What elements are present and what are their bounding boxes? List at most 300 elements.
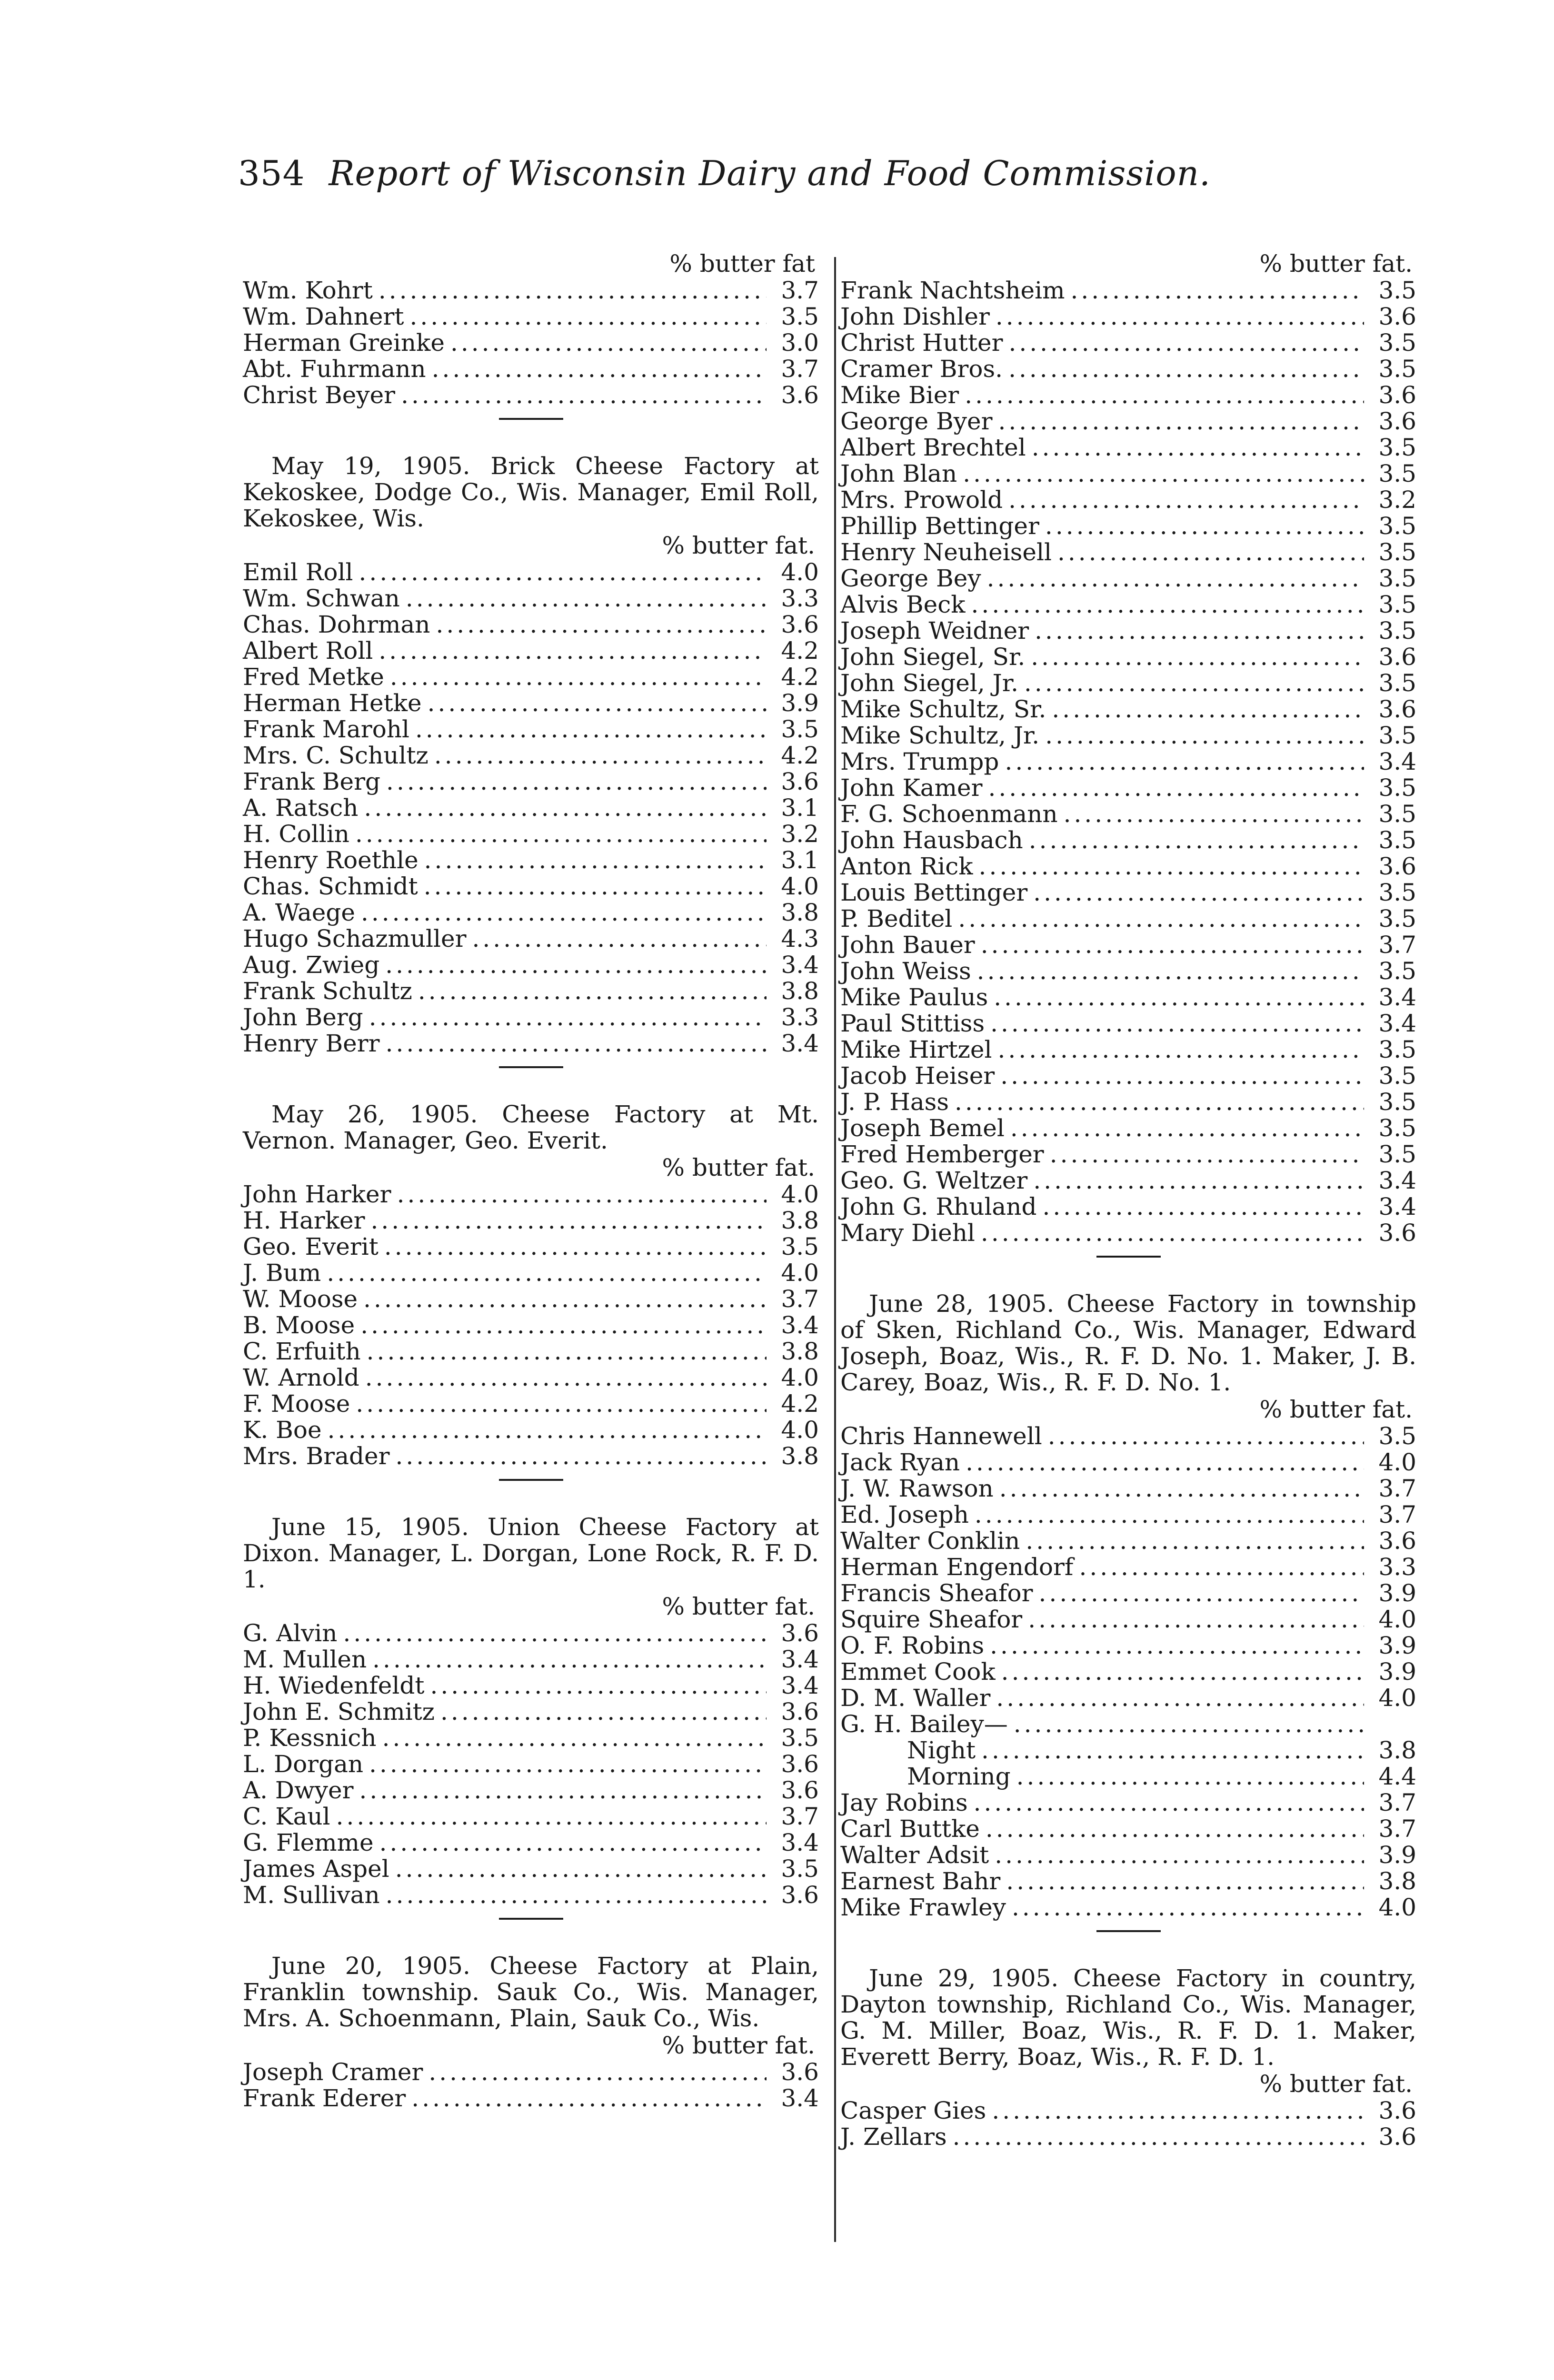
patron-name: George Byer	[840, 407, 993, 435]
patron-name: Mike Bier	[840, 381, 959, 409]
patron-name: C. Erfuith	[243, 1338, 361, 1365]
table-row	[243, 382, 819, 408]
dot-leader	[1065, 278, 1364, 304]
patron-name: Christ Hutter	[840, 329, 1003, 357]
table-row	[243, 1777, 819, 1804]
patron-name: Herman Greinke	[243, 329, 445, 357]
table-row	[840, 1220, 1416, 1246]
patron-name: Herman Hetke	[243, 689, 422, 717]
dot-leader	[358, 1286, 767, 1312]
patron-name: Geo. G. Weltzer	[840, 1167, 1028, 1194]
left-column	[243, 250, 819, 2112]
butter-fat-value: 3.6	[1378, 853, 1416, 880]
dot-leader	[430, 612, 767, 638]
patron-table	[840, 250, 1416, 1246]
butter-fat-value: 3.7	[781, 355, 819, 383]
butter-fat-value: 3.5	[1378, 1062, 1416, 1090]
patron-name: Joseph Cramer	[243, 2058, 423, 2086]
dot-leader	[980, 1816, 1364, 1842]
patron-name: Chas. Schmidt	[243, 873, 418, 900]
table-row	[243, 1804, 819, 1830]
patron-name: George Bey	[840, 565, 981, 592]
butter-fat-value: 3.5	[1378, 905, 1416, 932]
table-row	[840, 1606, 1416, 1633]
patron-name: L. Dorgan	[243, 1750, 364, 1778]
butter-fat-header: % butter fat.	[662, 532, 815, 559]
patron-name: John Siegel, Jr.	[840, 669, 1018, 697]
butter-fat-value: 3.5	[1378, 355, 1416, 383]
dot-leader	[969, 1502, 1364, 1528]
butter-fat-value: 3.7	[781, 1803, 819, 1830]
dot-leader	[975, 1220, 1364, 1246]
butter-fat-value: 4.0	[781, 558, 819, 586]
table-row	[840, 853, 1416, 880]
table-row	[840, 408, 1416, 435]
butter-fat-header: % butter fat.	[662, 1593, 815, 1620]
butter-fat-value: 4.0	[781, 873, 819, 900]
patron-name: W. Arnold	[243, 1364, 359, 1391]
table-row	[243, 1004, 819, 1031]
table-row	[243, 1620, 819, 1646]
butter-fat-value: 3.2	[1378, 486, 1416, 514]
table-row	[840, 1063, 1416, 1089]
table-row	[243, 795, 819, 821]
table-row	[243, 1856, 819, 1882]
patron-name: M. Sullivan	[243, 1881, 380, 1909]
patron-name: Henry Berr	[243, 1030, 380, 1057]
dot-leader	[966, 592, 1364, 618]
patron-name: Mrs. Trumpp	[840, 748, 999, 775]
table-row	[840, 2098, 1416, 2124]
dot-leader	[395, 382, 767, 408]
butter-fat-value: 3.7	[1378, 1815, 1416, 1843]
dot-leader	[1042, 1423, 1364, 1449]
dot-leader	[957, 461, 1364, 487]
dot-leader	[1052, 539, 1364, 565]
patron-name: F. Moose	[243, 1390, 350, 1418]
dot-leader	[1026, 435, 1364, 461]
factory-heading: June 28, 1905. Cheese Factory in township of Sken, Richland Co., Wis. Manager, Edward Joseph, Boaz, Wis., R. F. D. No. 1. Maker, J. B. Carey, Boaz, Wis., R. F. D. No. 1.	[840, 1290, 1416, 1396]
patron-name: C. Kaul	[243, 1803, 330, 1830]
patron-name: Christ Beyer	[243, 381, 396, 409]
table-row	[243, 1234, 819, 1260]
table-row	[840, 906, 1416, 932]
table-row	[243, 2059, 819, 2085]
table-row	[840, 749, 1416, 775]
table-row	[243, 900, 819, 926]
butter-fat-value: 3.5	[781, 303, 819, 330]
table-row	[840, 513, 1416, 539]
patron-name: Night	[907, 1736, 976, 1764]
butter-fat-value: 3.6	[781, 1698, 819, 1726]
dot-leader	[1039, 723, 1364, 749]
butter-fat-value: 3.5	[1378, 826, 1416, 854]
dot-leader	[971, 958, 1364, 984]
table-row	[840, 592, 1416, 618]
table-row	[840, 958, 1416, 984]
butter-fat-value: 3.5	[1378, 565, 1416, 592]
patron-name: A. Dwyer	[243, 1776, 354, 1804]
patron-name: Frank Marohl	[243, 715, 409, 743]
patron-name: John Siegel, Sr.	[840, 643, 1026, 671]
table-row	[840, 1194, 1416, 1220]
table-row	[243, 1260, 819, 1286]
dot-leader	[379, 1234, 767, 1260]
butter-fat-value: 3.6	[781, 2058, 819, 2086]
table-row	[840, 984, 1416, 1011]
table-row	[840, 1423, 1416, 1449]
table-row	[243, 1286, 819, 1312]
patron-name: Fred Hemberger	[840, 1140, 1044, 1168]
patron-name: John Dishler	[840, 303, 990, 330]
dot-leader	[1003, 487, 1364, 513]
patron-name: J. Bum	[243, 1259, 321, 1287]
dot-leader	[1025, 644, 1364, 670]
patron-name: K. Boe	[243, 1416, 322, 1444]
patron-name: J. W. Rawson	[840, 1475, 994, 1502]
butter-fat-value: 4.2	[781, 1390, 819, 1418]
patron-name: John Harker	[243, 1180, 391, 1208]
patron-name: Alvis Beck	[840, 591, 966, 618]
dot-leader	[1073, 1554, 1364, 1580]
table-row	[243, 716, 819, 743]
patron-name: Wm. Schwan	[243, 585, 400, 612]
butter-fat-value: 3.5	[1378, 329, 1416, 357]
patron-name: G. Alvin	[243, 1619, 338, 1647]
butter-fat-value: 3.4	[1378, 1010, 1416, 1037]
patron-name: Carl Buttke	[840, 1815, 980, 1843]
patron-name: Joseph Bemel	[840, 1114, 1005, 1142]
patron-name: Wm. Kohrt	[243, 277, 373, 304]
table-row	[840, 1868, 1416, 1894]
patron-name: Emmet Cook	[840, 1658, 996, 1686]
factory-heading: May 26, 1905. Cheese Factory at Mt. Vernon. Manager, Geo. Everit.	[243, 1101, 819, 1154]
patron-name: Mrs. Brader	[243, 1442, 390, 1470]
table-row	[243, 821, 819, 847]
patron-name: Mrs. Prowold	[840, 486, 1003, 514]
butter-fat-value: 3.7	[1378, 1789, 1416, 1816]
butter-fat-value: 3.8	[781, 977, 819, 1005]
patron-name: Paul Stittiss	[840, 1010, 985, 1037]
patron-name: H. Wiedenfeldt	[243, 1672, 425, 1699]
butter-fat-value: 3.4	[781, 1646, 819, 1673]
patron-table	[243, 1154, 819, 1469]
dot-leader	[391, 1181, 767, 1208]
butter-fat-value: 3.6	[781, 768, 819, 795]
patron-name: G. H. Bailey—	[840, 1710, 1008, 1738]
butter-fat-value: 4.0	[1378, 1684, 1416, 1712]
butter-fat-value: 3.8	[781, 1442, 819, 1470]
butter-fat-value: 3.5	[1378, 722, 1416, 749]
butter-fat-value: 3.5	[781, 1233, 819, 1260]
table-row	[840, 1502, 1416, 1528]
table-row	[840, 304, 1416, 330]
patron-name: J. P. Hass	[840, 1088, 949, 1116]
table-row	[840, 356, 1416, 382]
dot-leader	[380, 1031, 767, 1057]
patron-name: John G. Rhuland	[840, 1193, 1037, 1220]
butter-fat-value: 3.4	[781, 1829, 819, 1856]
table-row	[243, 278, 819, 304]
butter-fat-value: 3.4	[781, 951, 819, 979]
table-row	[840, 827, 1416, 853]
dot-leader	[380, 1882, 767, 1908]
dot-leader	[984, 1633, 1364, 1659]
patron-name: John E. Schmitz	[243, 1698, 435, 1726]
table-row	[243, 1339, 819, 1365]
butter-fat-value: 3.9	[1378, 1579, 1416, 1607]
table-row	[840, 1037, 1416, 1063]
dot-leader	[373, 638, 767, 664]
dot-leader	[975, 932, 1364, 958]
butter-fat-value: 3.8	[1378, 1867, 1416, 1895]
table-row	[243, 664, 819, 690]
butter-fat-value: 3.9	[1378, 1658, 1416, 1686]
butter-fat-header: % butter fat.	[1259, 2070, 1413, 2098]
dot-leader	[384, 664, 767, 690]
dot-leader	[959, 382, 1364, 408]
butter-fat-value: 3.4	[1378, 748, 1416, 775]
table-row	[243, 952, 819, 978]
butter-fat-header: % butter fat.	[1259, 1396, 1413, 1423]
patron-name: Frank Berg	[243, 768, 381, 795]
patron-name: Joseph Weidner	[840, 617, 1029, 645]
patron-name: Frank Ederer	[243, 2084, 406, 2112]
patron-name: John Berg	[243, 1003, 363, 1031]
patron-name: John Blan	[840, 460, 957, 487]
patron-name: Jacob Heiser	[840, 1062, 995, 1090]
patron-name: Phillip Bettinger	[840, 512, 1039, 540]
butter-fat-value: 3.1	[781, 794, 819, 822]
dot-leader	[981, 565, 1364, 592]
dot-leader	[992, 1037, 1364, 1063]
butter-fat-value: 4.2	[781, 742, 819, 769]
dot-leader	[354, 1777, 767, 1804]
table-row	[840, 618, 1416, 644]
patron-name: Abt. Fuhrmann	[243, 355, 426, 383]
patron-name: H. Harker	[243, 1207, 365, 1234]
dot-leader	[1044, 1141, 1364, 1168]
table-row	[243, 638, 819, 664]
table-row	[840, 1816, 1416, 1842]
table-row	[243, 847, 819, 873]
right-column	[840, 250, 1416, 2150]
dot-leader	[359, 1365, 767, 1391]
butter-fat-value: 4.4	[1378, 1763, 1416, 1790]
butter-fat-value: 3.5	[1378, 669, 1416, 697]
butter-fat-value: 3.5	[1378, 591, 1416, 618]
table-row	[840, 539, 1416, 565]
patron-name: B. Moose	[243, 1311, 355, 1339]
dot-leader	[377, 1725, 767, 1751]
table-row	[243, 978, 819, 1004]
dot-leader	[1027, 1168, 1364, 1194]
patron-name: James Aspel	[243, 1855, 389, 1883]
butter-fat-value: 3.6	[1378, 1219, 1416, 1247]
butter-fat-value: 3.8	[781, 1338, 819, 1365]
table-row	[840, 1842, 1416, 1868]
table-row	[840, 1011, 1416, 1037]
table-row	[243, 690, 819, 716]
butter-fat-header: % butter fat.	[662, 2032, 815, 2059]
dot-leader	[947, 2124, 1364, 2150]
dot-leader	[949, 1089, 1364, 1115]
dot-leader	[422, 690, 767, 716]
patron-name: F. G. Schoenmann	[840, 800, 1058, 828]
dot-leader	[390, 1443, 767, 1469]
dot-leader	[1011, 1764, 1364, 1790]
patron-name: Mrs. C. Schultz	[243, 742, 428, 769]
table-row	[243, 743, 819, 769]
table-row	[243, 769, 819, 795]
dot-leader	[1003, 330, 1364, 356]
patron-name: Walter Conklin	[840, 1527, 1020, 1555]
table-row	[840, 565, 1416, 592]
patron-name: Francis Sheafor	[840, 1579, 1033, 1607]
patron-name: Ed. Joseph	[840, 1501, 969, 1528]
butter-fat-value: 3.6	[1378, 303, 1416, 330]
dot-leader	[379, 952, 767, 978]
dot-leader	[321, 1260, 767, 1286]
patron-name: Jay Robins	[840, 1789, 968, 1816]
table-row	[840, 1168, 1416, 1194]
dot-leader	[400, 585, 767, 612]
patron-name: Aug. Zwieg	[243, 951, 380, 979]
butter-fat-value: 3.7	[1378, 1475, 1416, 1502]
butter-fat-header: % butter fat.	[662, 1154, 815, 1181]
butter-fat-value: 3.5	[1378, 1088, 1416, 1116]
table-row	[243, 1443, 819, 1469]
patron-name: H. Collin	[243, 820, 349, 848]
patron-name: Mike Hirtzel	[840, 1036, 992, 1063]
butter-fat-value: 3.0	[781, 329, 819, 357]
dot-leader	[1039, 513, 1364, 539]
dot-leader	[1018, 670, 1364, 696]
dot-leader	[999, 749, 1364, 775]
patron-name: Chas. Dohrman	[243, 611, 430, 638]
butter-fat-value: 3.4	[1378, 983, 1416, 1011]
patron-name: John Kamer	[840, 774, 983, 802]
dot-leader	[995, 1063, 1364, 1089]
table-row	[243, 1365, 819, 1391]
table-row	[840, 1659, 1416, 1685]
dot-leader	[994, 1476, 1364, 1502]
table-row	[840, 1141, 1416, 1168]
dot-leader	[952, 906, 1364, 932]
patron-name: Mike Schultz, Sr.	[840, 695, 1046, 723]
table-row	[243, 1673, 819, 1699]
dot-leader	[322, 1417, 767, 1443]
patron-name: Frank Nachtsheim	[840, 277, 1065, 304]
butter-fat-value: 3.1	[781, 846, 819, 874]
dot-leader	[996, 1659, 1364, 1685]
table-row	[243, 1181, 819, 1208]
patron-name: P. Beditel	[840, 905, 953, 932]
patron-name: Emil Roll	[243, 558, 353, 586]
butter-fat-value: 3.8	[781, 1207, 819, 1234]
section-separator	[499, 1918, 563, 1920]
butter-fat-value: 3.4	[1378, 1193, 1416, 1220]
patron-name: Albert Brechtel	[840, 434, 1026, 461]
butter-fat-header: % butter fat	[669, 250, 815, 278]
patron-table	[243, 2032, 819, 2112]
butter-fat-value: 3.5	[1378, 1114, 1416, 1142]
table-row	[840, 1554, 1416, 1580]
dot-leader	[361, 1339, 767, 1365]
dot-leader	[355, 1312, 767, 1339]
dot-leader	[989, 1842, 1364, 1868]
butter-fat-value: 3.8	[1378, 1736, 1416, 1764]
patron-name: Cramer Bros.	[840, 355, 1003, 383]
table-row	[243, 585, 819, 612]
dot-leader	[1058, 801, 1364, 827]
table-row	[840, 1449, 1416, 1476]
patron-name: Squire Sheafor	[840, 1606, 1023, 1633]
table-row	[243, 1830, 819, 1856]
butter-fat-value: 3.5	[1378, 617, 1416, 645]
table-row	[243, 1725, 819, 1751]
patron-name: A. Waege	[243, 899, 355, 926]
butter-fat-value: 3.6	[1378, 695, 1416, 723]
dot-leader	[968, 1790, 1364, 1816]
butter-fat-value: 3.6	[1378, 643, 1416, 671]
table-row	[243, 1646, 819, 1673]
dot-leader	[380, 769, 767, 795]
dot-leader	[423, 2059, 767, 2085]
butter-fat-value: 3.5	[1378, 800, 1416, 828]
dot-leader	[330, 1804, 767, 1830]
dot-leader	[985, 1011, 1364, 1037]
butter-fat-value: 3.5	[1378, 1036, 1416, 1063]
table-row	[840, 1894, 1416, 1921]
table-row	[840, 1476, 1416, 1502]
patron-name: A. Ratsch	[243, 794, 359, 822]
patron-name: Earnest Bahr	[840, 1867, 1001, 1895]
dot-leader	[409, 716, 767, 743]
butter-fat-value: 3.4	[781, 1672, 819, 1699]
table-row	[243, 1699, 819, 1725]
page-number: 354	[238, 153, 305, 193]
dot-leader	[426, 356, 767, 382]
table-row	[243, 1751, 819, 1777]
butter-fat-value: 4.2	[781, 637, 819, 664]
patron-table	[243, 532, 819, 1057]
table-row	[840, 382, 1416, 408]
table-row	[840, 330, 1416, 356]
table-row	[243, 1031, 819, 1057]
column-divider	[834, 257, 836, 2242]
butter-fat-value: 3.9	[1378, 1841, 1416, 1869]
table-row	[840, 880, 1416, 906]
butter-fat-value: 3.5	[781, 1724, 819, 1752]
dot-leader	[358, 795, 767, 821]
table-row	[243, 873, 819, 900]
butter-fat-value: 3.6	[781, 1881, 819, 1909]
table-row	[243, 1208, 819, 1234]
butter-fat-value: 3.5	[781, 715, 819, 743]
patron-name: P. Kessnich	[243, 1724, 377, 1752]
butter-fat-value: 3.4	[781, 2084, 819, 2112]
table-row	[243, 1417, 819, 1443]
butter-fat-value: 3.4	[781, 1311, 819, 1339]
butter-fat-value: 4.3	[781, 925, 819, 952]
butter-fat-value: 4.0	[1378, 1606, 1416, 1633]
dot-leader	[349, 821, 767, 847]
factory-heading: June 29, 1905. Cheese Factory in country, Dayton township, Richland Co., Wis. Manager, G. M. Miller, Boaz, Wis., R. F. D. 1. Maker, Everett Berry, Boaz, Wis., R. F. D. 1.	[840, 1964, 1416, 2071]
dot-leader	[389, 1856, 767, 1882]
table-row	[840, 461, 1416, 487]
butter-fat-value: 3.5	[1378, 879, 1416, 906]
